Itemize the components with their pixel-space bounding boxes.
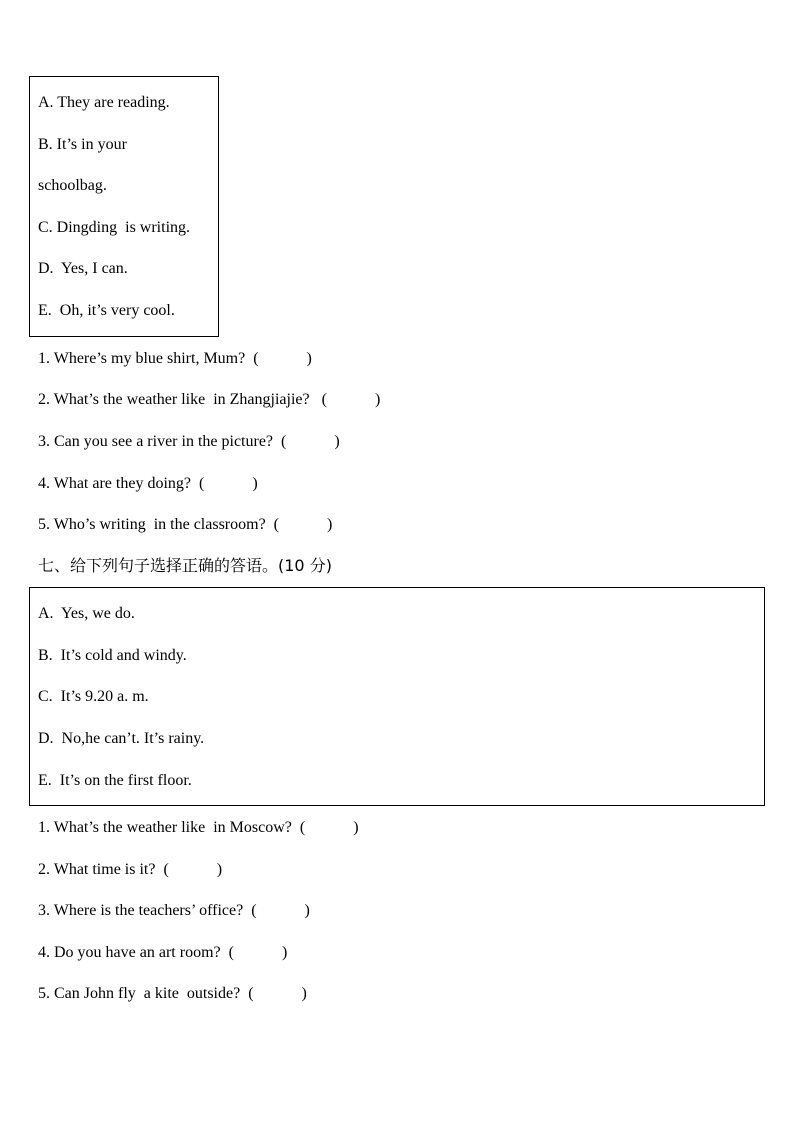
question-2: 2. What’s the weather like in Zhangjiajie? ( ): [38, 391, 381, 408]
option-d: D. Yes, I can.: [38, 260, 128, 277]
question-3: 3. Can you see a river in the picture? ( ): [38, 433, 340, 450]
section-heading: 七、给下列句子选择正确的答语。(10 分): [38, 556, 332, 575]
question-5: 5. Can John fly a kite outside? ( ): [38, 985, 307, 1002]
question-4: 4. What are they doing? ( ): [38, 475, 258, 492]
option-d: D. No,he can’t. It’s rainy.: [38, 730, 205, 747]
question-1: 1. What’s the weather like in Moscow? ( ): [38, 819, 359, 836]
question-3: 3. Where is the teachers’ office? ( ): [38, 902, 310, 919]
option-b-continued: schoolbag.: [38, 177, 107, 194]
answer-options-box-1: [29, 76, 219, 337]
option-a: A. Yes, we do.: [38, 605, 135, 622]
option-b: B. It’s in your: [38, 136, 127, 153]
option-c: C. It’s 9.20 a. m.: [38, 688, 149, 705]
question-1: 1. Where’s my blue shirt, Mum? ( ): [38, 350, 312, 367]
option-a: A. They are reading.: [38, 94, 170, 111]
option-e: E. It’s on the first floor.: [38, 772, 192, 789]
option-c: C. Dingding is writing.: [38, 219, 191, 236]
question-4: 4. Do you have an art room? ( ): [38, 944, 288, 961]
option-b: B. It’s cold and windy.: [38, 647, 187, 664]
question-2: 2. What time is it? ( ): [38, 861, 223, 878]
question-5: 5. Who’s writing in the classroom? ( ): [38, 516, 333, 533]
option-e: E. Oh, it’s very cool.: [38, 302, 175, 319]
